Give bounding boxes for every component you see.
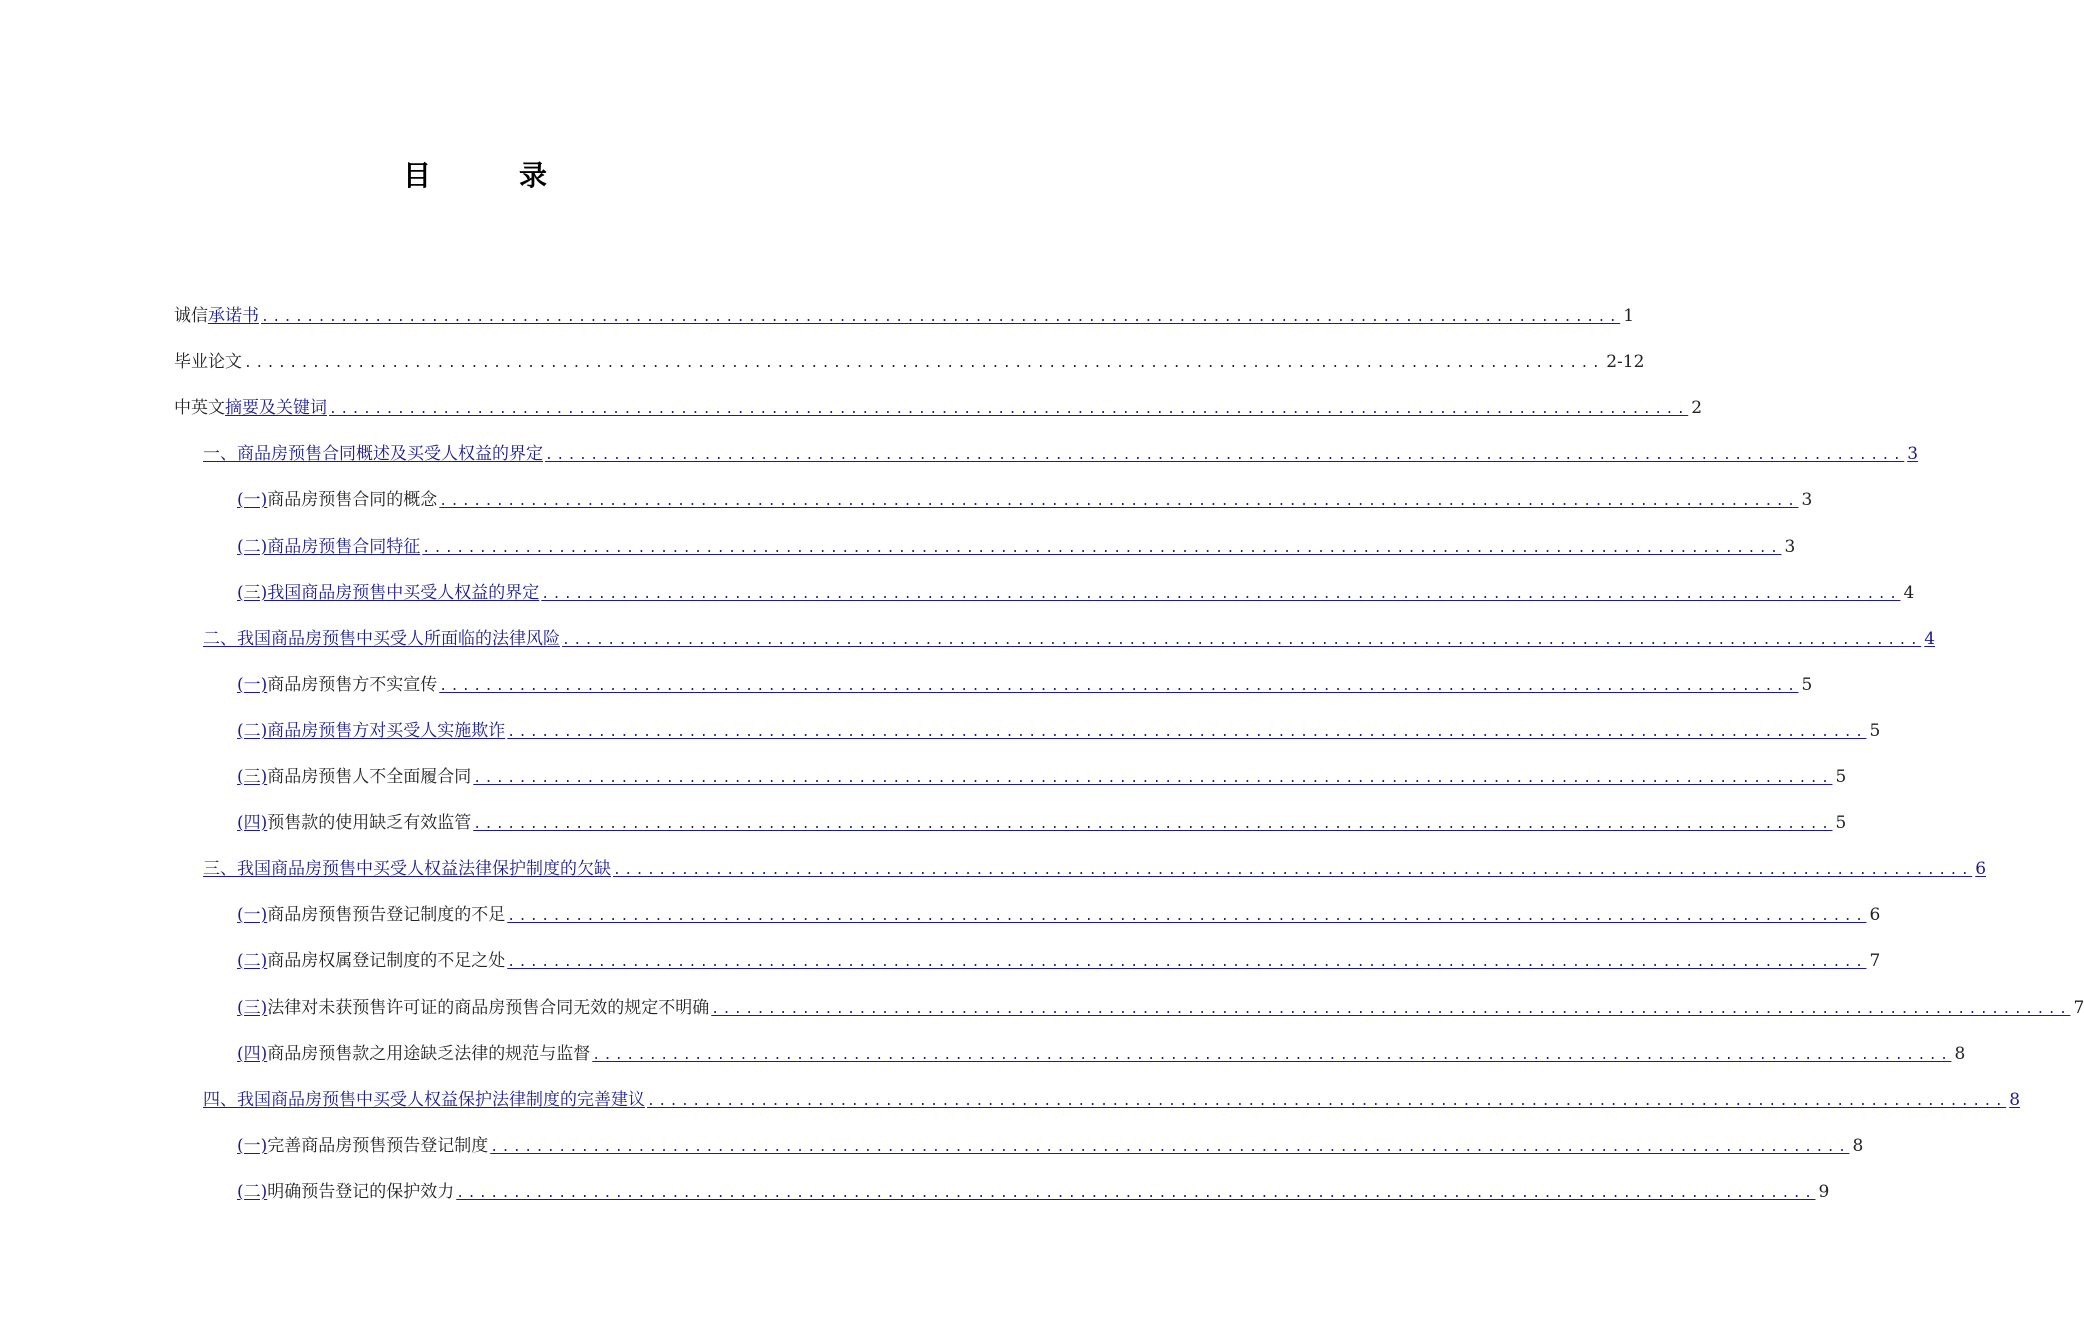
- toc-entry-link[interactable]: (二)商品房预售合同特征: [237, 537, 421, 557]
- toc-page-number: 5: [1869, 721, 1881, 741]
- toc-entry-title: 完善商品房预售预告登记制度: [267, 1136, 489, 1156]
- toc-entry[interactable]: [237, 758, 1847, 788]
- toc-page-number: 3: [1784, 537, 1796, 557]
- toc-dot-leader: ........................................................................................................................: [507, 725, 1867, 740]
- toc-entry-link[interactable]: (三): [237, 998, 268, 1018]
- toc-dot-leader: ........................................................................................................................: [329, 402, 1689, 417]
- toc-page-number: 3: [1801, 490, 1813, 510]
- toc-entry-prefix: 诚信: [174, 306, 208, 326]
- toc-entry-title: 法律对未获预售许可证的商品房预售合同无效的规定不明确: [267, 998, 710, 1018]
- toc-entry-link[interactable]: 二、我国商品房预售中买受人所面临的法律风险: [203, 629, 560, 649]
- toc-entry-title: 商品房预售合同的概念: [267, 490, 438, 510]
- toc-entry[interactable]: [237, 481, 1813, 511]
- toc-entry-title: 商品房预售方不实宣传: [267, 675, 438, 695]
- toc-dot-leader: ........................................................................................................................: [261, 310, 1621, 325]
- toc-entry[interactable]: [203, 620, 1936, 650]
- toc-entry[interactable]: [237, 942, 1881, 972]
- toc-page-number: 2-12: [1606, 352, 1645, 372]
- toc-entry[interactable]: [174, 343, 1645, 373]
- toc-entry-prefix: 毕业论文: [174, 352, 242, 372]
- toc-entry[interactable]: [174, 297, 1635, 327]
- toc-page-number: 1: [1623, 306, 1635, 326]
- toc-entry-link[interactable]: (二): [237, 951, 268, 971]
- toc-entry[interactable]: [237, 804, 1847, 834]
- toc-entry-title: 明确预告登记的保护效力: [267, 1182, 455, 1202]
- toc-dot-leader: ........................................................................................................................: [592, 1048, 1952, 1063]
- toc-entry-title: 商品房预售人不全面履合同: [267, 767, 472, 787]
- toc-entry-link[interactable]: 摘要及关键词: [225, 398, 327, 418]
- toc-entry[interactable]: [237, 1173, 1830, 1203]
- toc-entry[interactable]: [237, 574, 1915, 604]
- toc-entry-prefix: 中英文: [174, 398, 225, 418]
- toc-dot-leader: ........................................................................................................................: [647, 1094, 2007, 1109]
- toc-dot-leader: ........................................................................................................................: [711, 1002, 2071, 1017]
- toc-dot-leader: ........................................................................................................................: [439, 494, 1799, 509]
- toc-entry-link[interactable]: (四): [237, 813, 268, 833]
- toc-entry-title: 商品房权属登记制度的不足之处: [267, 951, 506, 971]
- toc-page-number: 4: [1903, 583, 1915, 603]
- toc-page-number: 5: [1801, 675, 1813, 695]
- toc-dot-leader: ........................................................................................................................: [613, 863, 1973, 878]
- toc-page-number: 7: [1869, 951, 1881, 971]
- toc-entry-link[interactable]: (一): [237, 675, 268, 695]
- toc-page-number: 9: [1818, 1182, 1830, 1202]
- toc-dot-leader: ........................................................................................................................: [422, 541, 1782, 556]
- toc-page-number: 5: [1835, 767, 1847, 787]
- toc-entry[interactable]: [203, 1081, 2021, 1111]
- toc-entry-link[interactable]: (一): [237, 905, 268, 925]
- toc-entry-link[interactable]: 三、我国商品房预售中买受人权益法律保护制度的欠缺: [203, 859, 611, 879]
- toc-entry-link[interactable]: (四): [237, 1044, 268, 1064]
- toc-dot-leader: ........................................................................................................................: [545, 448, 1905, 463]
- toc-dot-leader: ........................................................................................................................: [456, 1186, 1816, 1201]
- toc-page-number: 4: [1924, 629, 1936, 649]
- toc-entry-title: 商品房预售款之用途缺乏法律的规范与监督: [267, 1044, 591, 1064]
- toc-page-number: 6: [1869, 905, 1881, 925]
- toc-dot-leader: ........................................................................................................................: [244, 356, 1604, 371]
- toc-entry[interactable]: [237, 989, 2084, 1019]
- toc-entry-link[interactable]: 承诺书: [208, 306, 259, 326]
- toc-entry-title: 预售款的使用缺乏有效监管: [267, 813, 472, 833]
- toc-entry-link[interactable]: (一): [237, 1136, 268, 1156]
- toc-entry-link[interactable]: 四、我国商品房预售中买受人权益保护法律制度的完善建议: [203, 1090, 645, 1110]
- page-title: 目 录: [402, 159, 577, 192]
- toc-entry[interactable]: [237, 1035, 1966, 1065]
- toc-page-number: 5: [1835, 813, 1847, 833]
- toc-entry-link[interactable]: 一、商品房预售合同概述及买受人权益的界定: [203, 444, 543, 464]
- toc-entry[interactable]: [203, 850, 1987, 880]
- toc-page-number: 3: [1907, 444, 1919, 464]
- toc-entry-link[interactable]: (二): [237, 1182, 268, 1202]
- toc-dot-leader: ........................................................................................................................: [507, 909, 1867, 924]
- toc-entry[interactable]: [237, 1127, 1864, 1157]
- toc-dot-leader: ........................................................................................................................: [473, 817, 1833, 832]
- toc-entry-title: 商品房预售预告登记制度的不足: [267, 905, 506, 925]
- toc-page-number: 2: [1691, 398, 1703, 418]
- toc-entry[interactable]: [203, 435, 1919, 465]
- toc-page-number: 6: [1975, 859, 1987, 879]
- toc-page-number: 8: [1954, 1044, 1966, 1064]
- toc-entry[interactable]: [237, 666, 1813, 696]
- toc-entry-link[interactable]: (三)我国商品房预售中买受人权益的界定: [237, 583, 540, 603]
- toc-entry-link[interactable]: (二)商品房预售方对买受人实施欺诈: [237, 721, 506, 741]
- toc-dot-leader: ........................................................................................................................: [490, 1140, 1850, 1155]
- toc-entry[interactable]: [237, 712, 1881, 742]
- toc-page-number: 7: [2073, 998, 2084, 1018]
- toc-entry[interactable]: [237, 528, 1796, 558]
- toc-dot-leader: ........................................................................................................................: [439, 679, 1799, 694]
- toc-entry-link[interactable]: (一): [237, 490, 268, 510]
- toc-dot-leader: ........................................................................................................................: [562, 633, 1922, 648]
- toc-entry[interactable]: [174, 389, 1703, 419]
- toc-entry-link[interactable]: (三): [237, 767, 268, 787]
- toc-dot-leader: ........................................................................................................................: [507, 955, 1867, 970]
- toc-entry[interactable]: [237, 896, 1881, 926]
- toc-dot-leader: ........................................................................................................................: [541, 587, 1901, 602]
- toc-page-number: 8: [1852, 1136, 1864, 1156]
- toc-dot-leader: ........................................................................................................................: [473, 771, 1833, 786]
- toc-page-number: 8: [2009, 1090, 2021, 1110]
